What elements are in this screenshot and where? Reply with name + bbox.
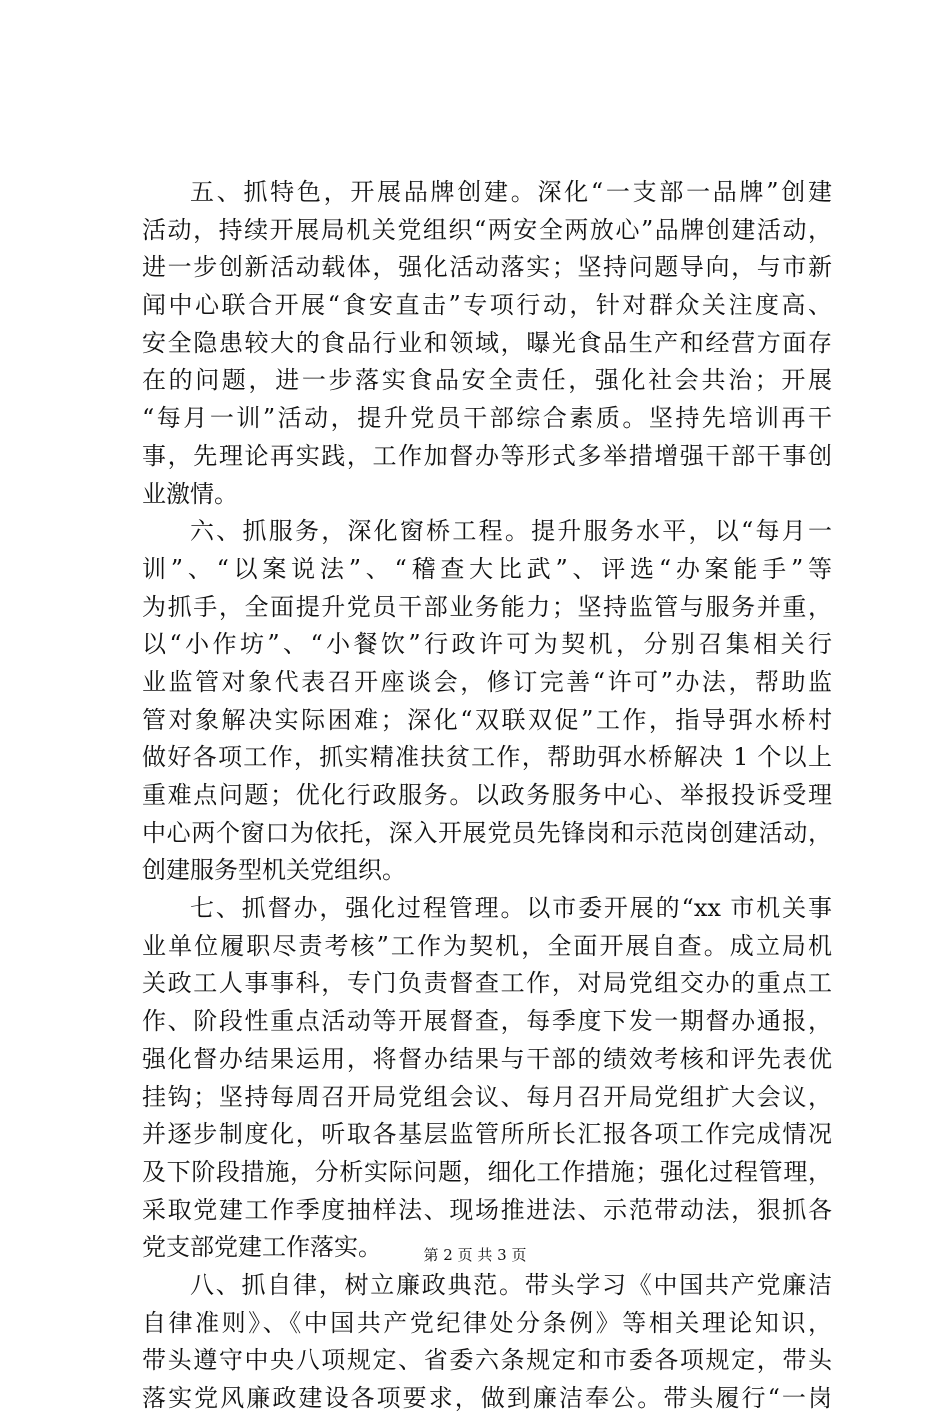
text-line: 业监管对象代表召开座谈会，修订完善“许可”办法，帮助监 [142, 667, 832, 696]
text-line: 党支部党建工作落实。 [142, 1233, 382, 1262]
text-line: 八、抓自律，树立廉政典范。带头学习《中国共产党廉洁 [190, 1270, 832, 1299]
text-line: 做好各项工作，抓实精准扶贫工作，帮助弭水桥解决 1 个以上 [142, 743, 832, 772]
text-line: 六、抓服务，深化窗桥工程。提升服务水平，以“每月一 [190, 517, 832, 546]
text-line: 训”、“以案说法”、“稽查大比武”、评选“办案能手”等 [142, 554, 832, 583]
document-body [142, 174, 832, 1418]
text-line: 七、抓督办，强化过程管理。以市委开展的“xx 市机关事 [190, 894, 832, 923]
text-line: 事，先理论再实践，工作加督办等形式多举措增强干部干事创 [142, 441, 832, 470]
text-line: 安全隐患较大的食品行业和领域，曝光食品生产和经营方面存 [142, 328, 832, 357]
text-line: 在的问题，进一步落实食品安全责任，强化社会共治；开展 [142, 366, 832, 395]
text-line: 创建服务型机关党组织。 [142, 856, 406, 885]
text-line: 采取党建工作季度抽样法、现场推进法、示范带动法，狠抓各 [142, 1195, 832, 1224]
text-line: 落实党风廉政建设各项要求，做到廉洁奉公。带头履行“一岗 [142, 1384, 832, 1412]
text-line: 及下阶段措施，分析实际问题，细化工作措施；强化过程管理， [142, 1157, 832, 1186]
text-line: 重难点问题；优化行政服务。以政务服务中心、举报投诉受理 [142, 781, 832, 809]
text-line: 以“小作坊”、“小餐饮”行政许可为契机，分别召集相关行 [142, 630, 832, 659]
text-line: 自律准则》、《中国共产党纪律处分条例》等相关理论知识， [142, 1308, 832, 1337]
text-line: 挂钩；坚持每周召开局党组会议、每月召开局党组扩大会议， [142, 1082, 832, 1111]
text-line: 活动，持续开展局机关党组织“两安全两放心”品牌创建活动， [142, 215, 832, 244]
page-footer: 第 2 页 共 3 页 [423, 1246, 527, 1264]
text-line: 中心两个窗口为依托，深入开展党员先锋岗和示范岗创建活动， [142, 818, 832, 847]
text-line: 业单位履职尽责考核”工作为契机，全面开展自查。成立局机 [142, 931, 832, 960]
text-line: 进一步创新活动载体，强化活动落实；坚持问题导向，与市新 [142, 253, 832, 282]
text-line: 作、阶段性重点活动等开展督查，每季度下发一期督办通报， [142, 1007, 832, 1036]
text-line: 强化督办结果运用，将督办结果与干部的绩效考核和评先表优 [142, 1044, 832, 1073]
text-line: 五、抓特色，开展品牌创建。深化“一支部一品牌”创建 [190, 178, 832, 206]
text-line: 带头遵守中央八项规定、省委六条规定和市委各项规定，带头 [142, 1346, 832, 1375]
text-line: 闻中心联合开展“食安直击”专项行动，针对群众关注度高、 [142, 291, 832, 320]
text-line: 管对象解决实际困难；深化“双联双促”工作，指导弭水桥村 [142, 705, 832, 734]
text-line: 并逐步制度化，听取各基层监管所所长汇报各项工作完成情况 [142, 1120, 832, 1149]
text-line: 业激情。 [142, 479, 238, 508]
text-line: 为抓手，全面提升党员干部业务能力；坚持监管与服务并重， [142, 592, 832, 621]
text-line: “每月一训”活动，提升党员干部综合素质。坚持先培训再干 [142, 404, 832, 433]
text-line: 关政工人事事科，专门负责督查工作，对局党组交办的重点工 [142, 969, 832, 998]
